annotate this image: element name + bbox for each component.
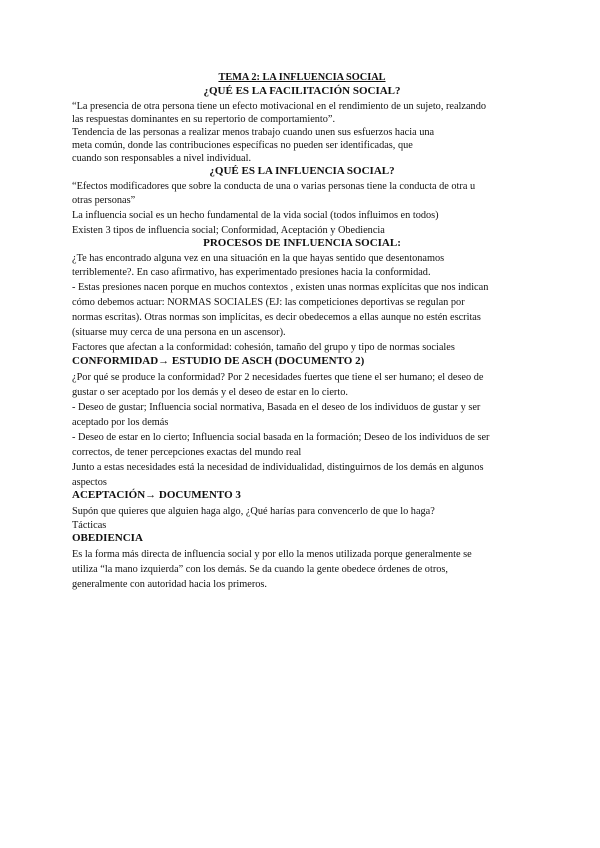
paragraph-line: Tendencia de las personas a realizar menos trabajo cuando unen sus esfuerzos hacia una (72, 127, 435, 138)
paragraph-line: “Efectos modificadores que sobre la conducta de una o varias personas tiene la conducta de otra u (72, 181, 476, 192)
paragraph-line: - Estas presiones nacen porque en muchos contextos , existen unas normas explícitas que nos indican (72, 282, 489, 293)
paragraph-line: aspectos (72, 477, 107, 488)
paragraph-line: Es la forma más directa de influencia social y por ello la menos utilizada porque generalmente se (72, 549, 472, 560)
heading-obediencia: OBEDIENCIA (72, 532, 143, 544)
paragraph-line: utiliza “la mano izquierda” con los demás. Se da cuando la gente obedece órdenes de otros, (72, 564, 448, 575)
paragraph-line: ¿Por qué se produce la conformidad? Por 2 necesidades fuertes que tiene el ser humano; el deseo de (72, 372, 484, 383)
paragraph-line: - Deseo de gustar; Influencia social normativa, Basada en el deseo de los individuos de gustar y ser (72, 402, 481, 413)
paragraph-line: - Deseo de estar en lo cierto; Influencia social basada en la formación; Deseo de los individuos de ser (72, 432, 490, 443)
paragraph-line: generalmente con autoridad hacia los primeros. (72, 579, 267, 590)
paragraph-line: terriblemente?. En caso afirmativo, has experimentado presiones hacia la conformidad. (72, 267, 431, 278)
paragraph-line: Supón que quieres que alguien haga algo, ¿Qué harías para convencerlo de que lo haga? (72, 506, 435, 517)
paragraph-line: normas escritas). Otras normas son implícitas, es decir obedecemos a ellas aunque no estén escritas (72, 312, 481, 323)
heading-conformidad: CONFORMIDAD→ ESTUDIO DE ASCH (DOCUMENTO 2) (72, 355, 365, 367)
paragraph-line: cuando son responsables a nivel individual. (72, 153, 252, 164)
paragraph-line: las respuestas dominantes en su repertorio de comportamiento”. (72, 114, 336, 125)
paragraph-line: gustar o ser aceptado por los demás y el deseo de estar en lo cierto. (72, 387, 348, 398)
paragraph-line: La influencia social es un hecho fundamental de la vida social (todos influimos en todos) (72, 210, 439, 221)
paragraph-line: otras personas” (72, 195, 136, 206)
heading-procesos-influencia: PROCESOS DE INFLUENCIA SOCIAL: (203, 237, 401, 249)
paragraph-line: correctos, de tener percepciones exactas del mundo real (72, 447, 302, 458)
paragraph-line: (situarse muy cerca de una persona en un ascensor). (72, 327, 286, 338)
paragraph-line: “La presencia de otra persona tiene un efecto motivacional en el rendimiento de un sujeto, realzando (72, 101, 486, 112)
document-title: TEMA 2: LA INFLUENCIA SOCIAL (218, 72, 386, 83)
heading-aceptacion: ACEPTACIÓN→ DOCUMENTO 3 (72, 489, 241, 501)
paragraph-line: Factores que afectan a la conformidad: cohesión, tamaño del grupo y tipo de normas sociales (72, 342, 455, 353)
paragraph-line: cómo debemos actuar: NORMAS SOCIALES (EJ: las competiciones deportivas se regulan por (72, 297, 465, 308)
paragraph-line: Existen 3 tipos de influencia social; Conformidad, Aceptación y Obediencia (72, 225, 385, 236)
paragraph-line: Tácticas (72, 520, 107, 531)
paragraph-line: Junto a estas necesidades está la necesidad de individualidad, distinguirnos de los demás en algunos (72, 462, 484, 473)
paragraph-line: meta común, donde las contribuciones específicas no pueden ser identificadas, que (72, 140, 413, 151)
paragraph-line: ¿Te has encontrado alguna vez en una situación en la que hayas sentido que desentonamos (72, 253, 445, 264)
paragraph-line: aceptado por los demás (72, 417, 169, 428)
heading-influencia-social: ¿QUÉ ES LA INFLUENCIA SOCIAL? (209, 165, 395, 177)
heading-facilitacion-social: ¿QUÉ ES LA FACILITACIÓN SOCIAL? (203, 85, 401, 97)
